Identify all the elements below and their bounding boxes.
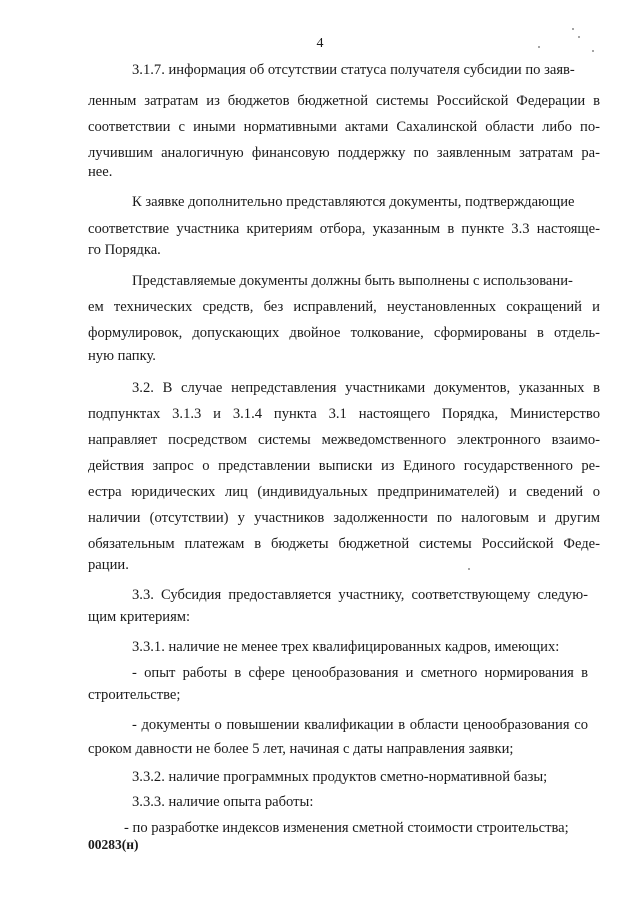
text-line: строительстве; (88, 687, 181, 703)
text-line: ную папку. (88, 348, 156, 364)
scan-speck (572, 28, 574, 30)
page-number: 4 (316, 36, 324, 51)
scan-speck (468, 568, 470, 570)
text-line: 3.3. Субсидия предоставляется участнику, соответствующему следую- (132, 587, 588, 603)
scan-speck (592, 50, 594, 52)
text-line: го Порядка. (88, 242, 161, 258)
text-line: 3.3.1. наличие не менее трех квалифицированных кадров, имеющих: (132, 639, 560, 655)
text-line: щим критериям: (88, 609, 191, 625)
text-line: направляет посредством системы межведомственного электронного взаимо- (88, 432, 600, 448)
text-line: естра юридических лиц (индивидуальных предпринимателей) и сведений о (88, 484, 600, 500)
text-line: нее. (88, 164, 113, 180)
text-line: формулировок, допускающих двойное толкование, сформированы в отдель- (88, 325, 600, 341)
text-line: рации. (88, 557, 129, 573)
text-line: 3.3.2. наличие программных продуктов сметно-нормативной базы; (132, 769, 548, 785)
text-line: действия запрос о представлении выписки из Единого государственного ре- (88, 458, 600, 474)
text-line: Представляемые документы должны быть выполнены с использовани- (132, 273, 573, 289)
scan-speck (538, 46, 540, 48)
text-line: - опыт работы в сфере ценообразования и сметного нормирования в (132, 665, 588, 681)
text-line: 3.3.3. наличие опыта работы: (132, 794, 314, 810)
document-code: 00283(н) (88, 837, 139, 852)
text-line: сроком давности не более 5 лет, начиная с даты направления заявки; (88, 741, 514, 757)
scan-speck (578, 36, 580, 38)
text-line: ленным затратам из бюджетов бюджетной системы Российской Федерации в (88, 93, 600, 109)
text-line: подпунктах 3.1.3 и 3.1.4 пункта 3.1 настоящего Порядка, Министерство (88, 406, 600, 422)
text-line: - документы о повышении квалификации в области ценообразования со (132, 717, 588, 733)
text-line: соответствии с иными нормативными актами Сахалинской области либо по- (88, 119, 600, 135)
text-line: 3.2. В случае непредставления участниками документов, указанных в (132, 380, 600, 396)
text-line: К заявке дополнительно представляются документы, подтверждающие (132, 194, 575, 210)
text-line: - по разработке индексов изменения сметной стоимости строительства; (124, 820, 569, 836)
text-line: ем технических средств, без исправлений, неустановленных сокращений и (88, 299, 600, 315)
text-line: 3.1.7. информация об отсутствии статуса получателя субсидии по заяв- (132, 62, 575, 78)
text-line: обязательным платежам в бюджеты бюджетной системы Российской Феде- (88, 536, 600, 552)
text-line: наличии (отсутствии) у участников задолженности по налоговым и другим (88, 510, 600, 526)
text-line: соответствие участника критериям отбора, указанным в пункте 3.3 настояще- (88, 221, 600, 237)
text-line: лучившим аналогичную финансовую поддержку по заявленным затратам ра- (88, 145, 600, 161)
